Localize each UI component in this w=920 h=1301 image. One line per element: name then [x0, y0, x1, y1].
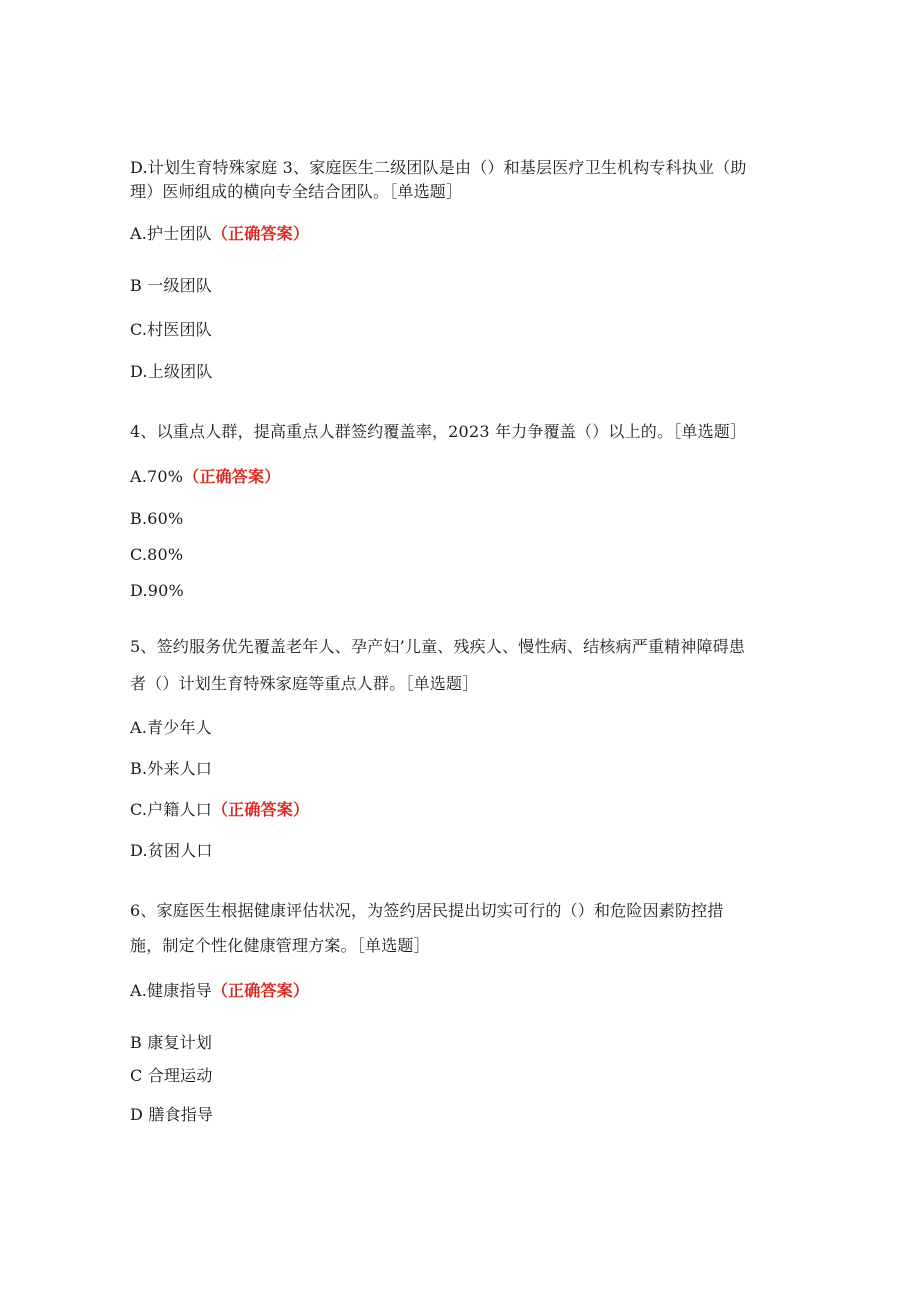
question-4-option-c: C.80% — [130, 545, 184, 564]
option-text: A.70% — [130, 467, 184, 486]
question-6-option-b: B 康复计划 — [130, 1033, 213, 1052]
option-text: A.护士团队 — [130, 224, 212, 243]
question-4-option-d: D.90% — [130, 581, 184, 600]
question-5-option-a: A.青少年人 — [130, 718, 212, 737]
question-3-option-b: B 一级团队 — [130, 276, 213, 295]
option-text: A.健康指导 — [130, 981, 212, 1000]
question-5-option-b: B.外来人口 — [130, 759, 213, 778]
question-3-stem-line-1: D.计划生育特殊家庭 3、家庭医生二级团队是由（）和基层医疗卫生机构专科执业（助 — [130, 158, 747, 177]
question-5-stem-line-2: 者（）计划生育特殊家庭等重点人群。［单选题］ — [130, 674, 479, 693]
question-6-option-a — [130, 981, 309, 1001]
option-text: C.户籍人口 — [130, 800, 212, 819]
correct-answer-mark: （正确答案） — [211, 981, 310, 1000]
question-6-option-d: D 膳食指导 — [130, 1105, 214, 1124]
question-4-option-b: B.60% — [130, 509, 184, 528]
correct-answer-mark: （正确答案） — [211, 800, 310, 819]
question-4-option-a — [130, 467, 280, 487]
question-4-stem-line-1: 4、以重点人群，提高重点人群签约覆盖率，2023 年力争覆盖（）以上的。［单选题］ — [130, 422, 747, 441]
question-5-option-d: D.贫困人口 — [130, 841, 213, 860]
question-3-option-a — [130, 224, 309, 244]
question-3-option-d: D.上级团队 — [130, 362, 213, 381]
question-3-stem-line-2: 理）医师组成的横向专全结合团队。［单选题］ — [130, 182, 463, 201]
question-6-stem-line-1: 6、家庭医生根据健康评估状况，为签约居民提出切实可行的（）和危险因素防控措 — [130, 901, 724, 920]
question-3-option-c: C.村医团队 — [130, 320, 212, 339]
question-5-option-c — [130, 800, 309, 820]
correct-answer-mark: （正确答案） — [211, 224, 310, 243]
question-6-option-c: C 合理运动 — [130, 1066, 213, 1085]
correct-answer-mark: （正确答案） — [183, 467, 281, 486]
question-6-stem-line-2: 施，制定个性化健康管理方案。［单选题］ — [130, 936, 430, 955]
question-5-stem-line-1: 5、签约服务优先覆盖老年人、孕产妇’儿童、残疾人、慢性病、结核病严重精神障碍患 — [130, 637, 746, 656]
